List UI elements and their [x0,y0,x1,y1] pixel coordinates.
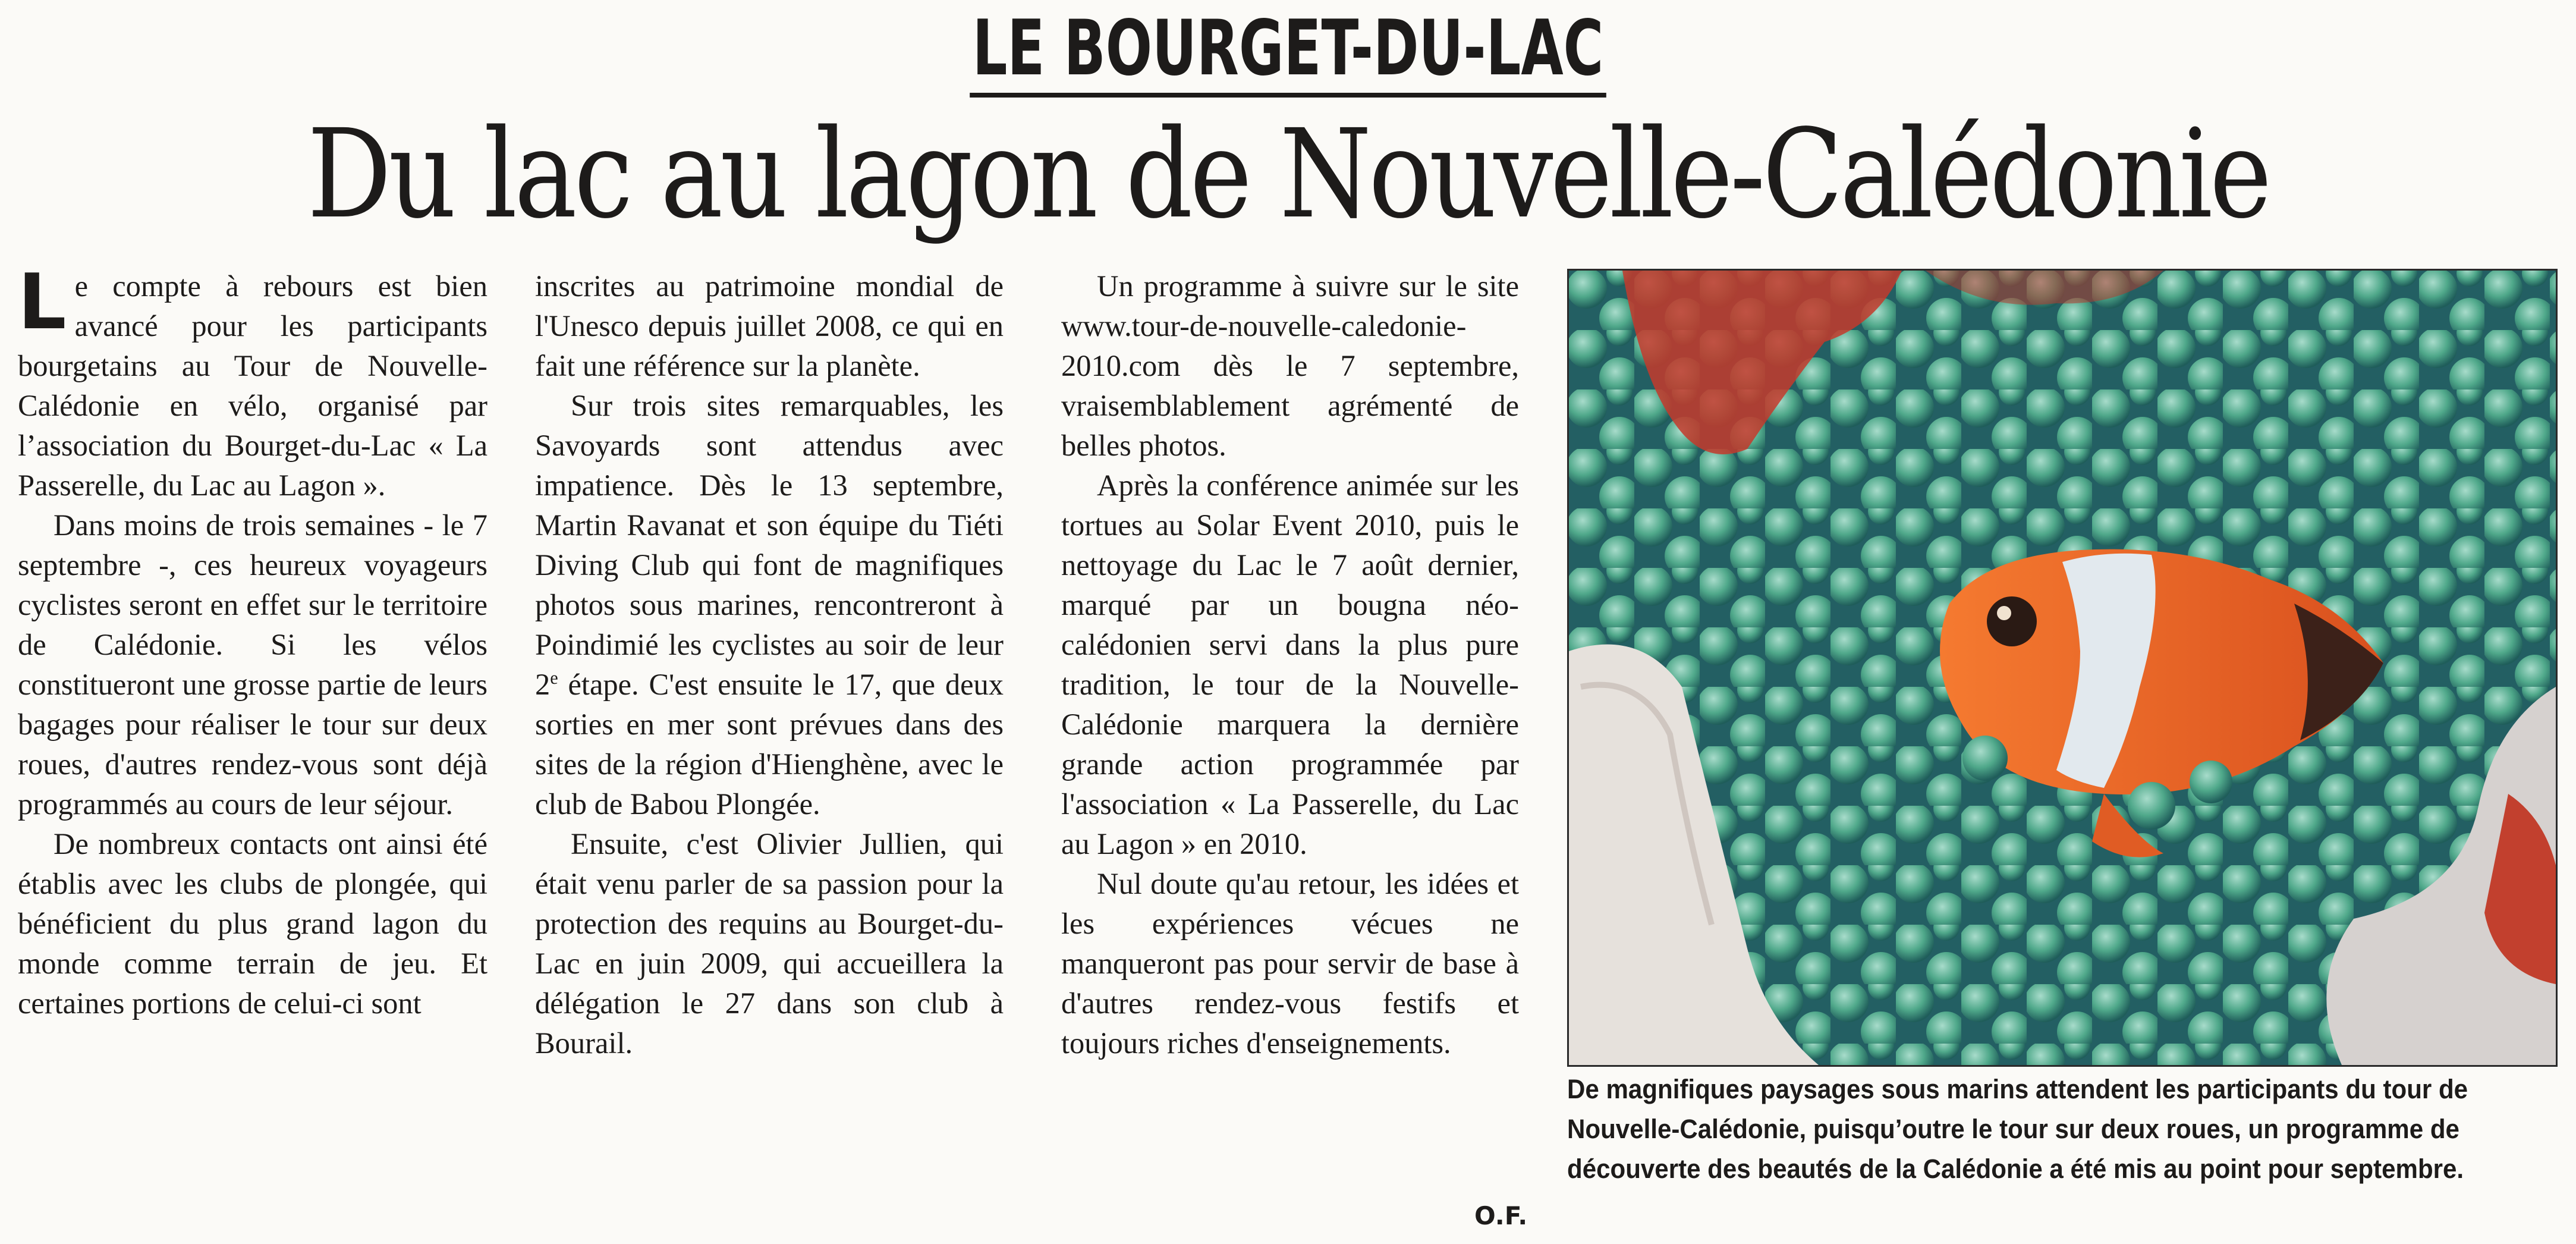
author-byline: O.F. [1474,1201,1528,1230]
paragraph: inscrites au patrimoine mondial de l'Unesco depuis juillet 2008, ce qui en fait une référence sur la planète. [535,269,1004,382]
section-kicker: LE BOURGET-DU-LAC [361,11,2216,98]
paragraph: De nombreux contacts ont ainsi été établis avec les clubs de plongée, qui bénéficient du plus grand lagon du monde comme terrain de jeu. Et certaines portions de celui-ci sont [18,827,487,1020]
photo-caption: De magnifiques paysages sous marins attendent les participants du tour de Nouvelle-Calédonie, puisqu’outre le tour sur deux roues, un programme de découverte des beautés de la Calédonie a été mis au point pour septembre. [1567,1074,2468,1184]
paragraph: Dans moins de trois semaines - le 7 septembre -, ces heureux voyageurs cyclistes seront en effet sur le territoire de Calédonie. Si les vélos constitueront une grosse partie de leurs bagages pour réaliser le tour sur deux roues, d'autres rendez-vous sont déjà programmés au cours de leur séjour. [18,508,487,821]
article-column-1 [18,258,487,1023]
paragraph: Un programme à suivre sur le site www.tour-de-nouvelle-caledonie-2010.com dès le 7 septembre, vraisemblablement agrémenté de belles photos. [1061,269,1519,462]
drop-cap: L [18,258,67,347]
paragraph: Nul doute qu'au retour, les idées et les expériences vécues ne manqueront pas pour servir de base à d'autres rendez-vous festifs et toujours riches d'enseignements. [1061,867,1519,1060]
article-column-3 [1061,266,1519,1063]
paragraph: Sur trois sites remarquables, les Savoyards sont attendus avec impatience. Dès le 13 septembre, Martin Ravanat et son équipe du Tiéti Diving Club qui font de magnifiques photos sous marines, rencontreront à Poindimié les cyclistes au soir de leur 2e étape. C'est ensuite le 17, que deux sorties en mer sont prévues dans des sites de la région d'Hienghène, avec le club de Babou Plongée. [535,389,1004,821]
paragraph: Après la conférence animée sur les tortues au Solar Event 2010, puis le nettoyage du Lac le 7 août dernier, marqué par un bougna néo-calédonien servi dans la plus pure tradition, le tour de la Nouvelle-Calédonie marquera la dernière grande action programmée par l'association « La Passerelle, du Lac au Lagon » en 2010. [1061,469,1519,860]
paragraph: Le compte à rebours est bien avancé pour les participants bourgetains au Tour de Nouvelle-Calédonie en vélo, organisé par l’association du Bourget-du-Lac « La Passerelle, du Lac au Lagon ». [18,258,487,502]
article-column-2 [535,266,1004,1063]
paragraph: Ensuite, c'est Olivier Jullien, qui était venu parler de sa passion pour la protection des requins au Bourget-du-Lac en juin 2009, qui accueillera la délégation le 27 dans son club à Bourail. [535,827,1004,1060]
article-headline: Du lac au lagon de Nouvelle-Calédonie [307,103,2269,246]
clownfish-photo [1567,269,2558,1067]
